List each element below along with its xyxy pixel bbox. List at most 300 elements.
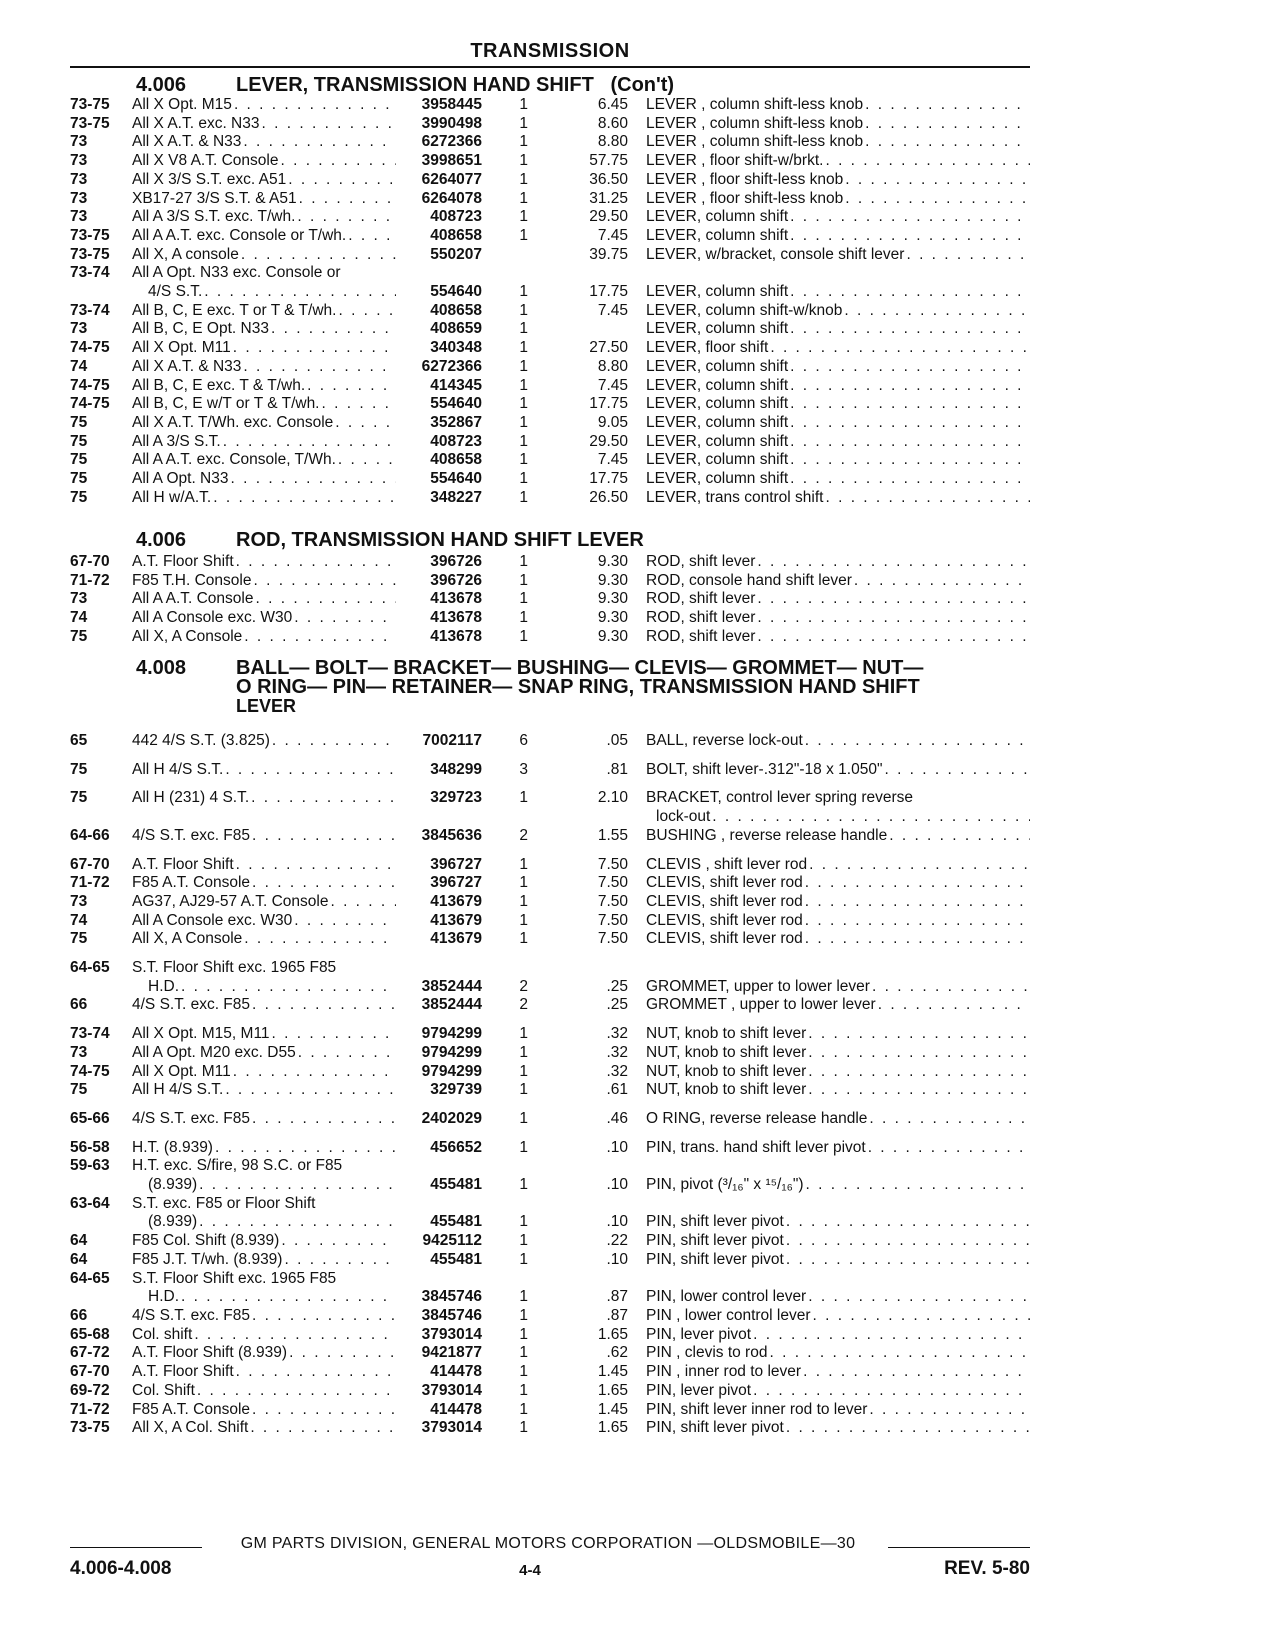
table-row (70, 1232, 1030, 1251)
quantity: 1 (519, 170, 528, 188)
application-text: All X, A Console (132, 930, 243, 948)
year-range: 73 (70, 208, 88, 226)
dot-leader (223, 761, 396, 780)
price: 17.75 (589, 395, 628, 413)
application-cell (132, 414, 396, 433)
year-range: 64-65 (70, 959, 110, 977)
price: 7.45 (597, 451, 628, 469)
application-text: All H (231) 4 S.T. (132, 789, 250, 807)
description-text: PIN, trans. hand shift lever pivot (646, 1138, 866, 1156)
description-text: NUT, knob to shift lever (646, 1043, 807, 1061)
application-cell (132, 1382, 396, 1401)
application-cell (132, 978, 396, 997)
part-number: 3990498 (421, 114, 482, 132)
description-cell (628, 320, 1030, 339)
dot-leader (867, 1401, 1030, 1420)
table-row (70, 470, 1030, 489)
quantity: 2 (519, 996, 528, 1014)
dot-leader (195, 1382, 396, 1401)
quantity: 1 (519, 470, 528, 488)
quantity: 1 (519, 874, 528, 892)
price: 7.50 (597, 874, 628, 892)
quantity: 1 (519, 339, 528, 357)
description-cell (628, 96, 1030, 115)
application-text: All X, A console (132, 245, 239, 263)
dot-leader (788, 414, 1030, 433)
description-text: CLEVIS, shift lever rod (646, 930, 803, 948)
table-row (70, 358, 1030, 377)
price: 29.50 (589, 208, 628, 226)
year-range: 74 (70, 357, 88, 375)
dot-leader (211, 489, 396, 508)
quantity: 1 (519, 1081, 528, 1099)
price: .62 (606, 1344, 628, 1362)
part-number: 554640 (430, 470, 482, 488)
dot-leader (250, 1110, 396, 1129)
table-row (70, 302, 1030, 321)
row-gap (70, 722, 1030, 732)
table-row (70, 208, 1030, 227)
dot-leader (250, 827, 396, 846)
description-text: ROD, console hand shift lever (646, 571, 852, 589)
application-text: (8.939) (148, 1213, 198, 1231)
dot-leader (286, 171, 396, 190)
description-text: LEVER, column shift (646, 395, 789, 413)
application-text: A.T. Floor Shift (8.939) (132, 1344, 288, 1362)
year-range: 75 (70, 488, 88, 506)
table-row (70, 115, 1030, 134)
description-text: ROD, shift lever (646, 590, 756, 608)
description-text: LEVER , floor shift-less knob (646, 170, 844, 188)
footer-section-range: 4.006-4.008 (70, 1558, 172, 1579)
dot-leader (192, 1326, 396, 1345)
quantity: 1 (519, 301, 528, 319)
dot-leader (202, 283, 396, 302)
description-text: LEVER, column shift (646, 432, 789, 450)
dot-leader (296, 1044, 396, 1063)
table-row (70, 1344, 1030, 1363)
year-range: 64-66 (70, 826, 110, 844)
description-text: PIN, lower control lever (646, 1288, 807, 1306)
dot-leader (282, 1251, 396, 1270)
part-number: 9425112 (422, 1232, 482, 1250)
part-number: 6264078 (421, 189, 482, 207)
application-text: All A A.T. exc. Console, T/Wh. (132, 451, 336, 469)
application-text: All A Opt. N33 (132, 470, 229, 488)
year-range: 71-72 (70, 1400, 110, 1418)
price: 1.65 (597, 1419, 628, 1437)
dot-leader (292, 912, 396, 931)
dot-leader (234, 553, 396, 572)
part-number: 413679 (430, 911, 482, 929)
quantity: 1 (519, 1176, 528, 1194)
year-range: 59-63 (70, 1157, 110, 1175)
quantity: 1 (519, 133, 528, 151)
row-gap (70, 751, 1030, 761)
application-cell (132, 572, 396, 591)
quantity: 1 (519, 1381, 528, 1399)
dot-leader (251, 572, 396, 591)
dot-leader (755, 628, 1030, 647)
row-gap (70, 846, 1030, 856)
table-row (70, 377, 1030, 396)
dot-leader (767, 1344, 1030, 1363)
quantity: 1 (519, 1109, 528, 1127)
description-text: LEVER , floor shift-less knob (646, 189, 844, 207)
section-heading (70, 531, 1030, 550)
quantity: 1 (519, 1400, 528, 1418)
part-number: 408658 (430, 451, 482, 469)
dot-leader (295, 208, 396, 227)
year-range: 73 (70, 152, 88, 170)
application-cell (132, 1401, 396, 1420)
description-text: LEVER, column shift (646, 413, 789, 431)
price: 26.50 (589, 488, 628, 506)
description-text: ROD, shift lever (646, 553, 756, 570)
year-range: 75 (70, 627, 88, 645)
description-cell (628, 190, 1030, 209)
dot-leader (842, 302, 1030, 321)
page-title: TRANSMISSION (470, 40, 630, 62)
application-text: H.T. exc. S/fire, 98 S.C. or F85 (132, 1157, 343, 1175)
application-text: 4/S S.T. exc. F85 (132, 1306, 251, 1324)
description-cell (628, 414, 1030, 433)
part-number: 3793014 (421, 1419, 482, 1437)
description-cell (628, 1382, 1030, 1401)
year-range: 75 (70, 789, 88, 807)
year-range: 73 (70, 133, 88, 151)
dot-leader (803, 912, 1030, 931)
description-cell (628, 827, 1030, 846)
application-cell (132, 1081, 396, 1100)
year-range: 73-74 (70, 301, 110, 319)
quantity: 1 (519, 590, 528, 608)
section-title-line: BALL— BOLT— BRACKET— BUSHING— CLEVIS— GROMMET— NUT— (236, 657, 924, 679)
description-cell (628, 433, 1030, 452)
part-number: 396727 (430, 874, 482, 892)
table-row (70, 171, 1030, 190)
dot-leader (250, 996, 396, 1015)
application-cell (132, 1344, 396, 1363)
year-range: 74-75 (70, 376, 110, 394)
description-cell (628, 1363, 1030, 1382)
part-number: 455481 (430, 1176, 482, 1194)
quantity: 1 (519, 1043, 528, 1061)
part-number: 3852444 (421, 977, 482, 995)
year-range: 65-66 (70, 1109, 110, 1127)
application-cell (132, 874, 396, 893)
section-title (236, 659, 1030, 716)
table-row (70, 190, 1030, 209)
application-cell (132, 609, 396, 628)
part-number: 408723 (430, 432, 482, 450)
part-number: 413679 (430, 930, 482, 948)
dot-leader (231, 1063, 396, 1082)
dot-leader (788, 208, 1030, 227)
description-text: BUSHING , reverse release handle (646, 826, 888, 844)
table-row (70, 1363, 1030, 1382)
application-cell (132, 1419, 396, 1438)
description-cell (628, 152, 1030, 171)
application-cell (132, 996, 396, 1015)
table-row (70, 732, 1030, 751)
dot-leader (250, 1401, 396, 1420)
quantity: 1 (519, 1363, 528, 1381)
price: 7.45 (597, 301, 628, 319)
application-cell (132, 959, 396, 978)
quantity: 1 (519, 152, 528, 170)
quantity: 1 (519, 488, 528, 506)
dot-leader (213, 1139, 396, 1158)
description-cell (628, 856, 1030, 875)
application-text: F85 Col. Shift (8.939) (132, 1232, 280, 1250)
description-text: PIN, shift lever pivot (646, 1213, 784, 1231)
application-cell (132, 190, 396, 209)
revision-label: REV. 5-80 (944, 1558, 1030, 1579)
dot-leader (806, 1044, 1030, 1063)
price: 7.50 (597, 855, 628, 873)
application-cell (132, 1139, 396, 1158)
application-text: All A Console exc. W30 (132, 911, 293, 929)
quantity: 1 (519, 1325, 528, 1343)
table-row (70, 133, 1030, 152)
dot-leader (803, 893, 1030, 912)
dot-leader (336, 451, 396, 470)
part-number: 414478 (430, 1363, 482, 1381)
description-cell (628, 1110, 1030, 1129)
application-text: All H 4/S S.T. (132, 760, 224, 778)
dot-leader (292, 609, 396, 628)
table-row (70, 893, 1030, 912)
description-cell (628, 1251, 1030, 1270)
description-cell (628, 377, 1030, 396)
application-text: F85 A.T. Console (132, 1400, 251, 1418)
section-number: 4.008 (136, 657, 187, 679)
quantity: 1 (519, 911, 528, 929)
application-text: H.D. (148, 1288, 179, 1306)
application-cell (132, 1063, 396, 1082)
application-text: All A Console exc. W30 (132, 609, 293, 627)
description-cell (628, 283, 1030, 302)
table-row (70, 609, 1030, 628)
part-number: 414478 (430, 1400, 482, 1418)
quantity: 1 (519, 1213, 528, 1231)
description-text: CLEVIS, shift lever rod (646, 892, 803, 910)
part-number: 408658 (430, 301, 482, 319)
application-cell (132, 893, 396, 912)
dot-leader (803, 732, 1030, 751)
application-cell (132, 1044, 396, 1063)
description-text: PIN, shift lever pivot (646, 1419, 784, 1437)
application-text: All X A.T. T/Wh. exc. Console (132, 413, 334, 431)
application-cell (132, 1110, 396, 1129)
quantity: 1 (519, 395, 528, 413)
quantity: 2 (519, 977, 528, 995)
part-number: 329739 (430, 1081, 482, 1099)
part-number: 329723 (430, 789, 482, 807)
part-number: 550207 (430, 245, 482, 263)
dot-leader (784, 1419, 1030, 1438)
dot-leader (904, 246, 1030, 265)
year-range: 65 (70, 732, 88, 749)
application-cell (132, 208, 396, 227)
year-range: 75 (70, 432, 88, 450)
application-text: All H 4/S S.T. (132, 1081, 224, 1099)
quantity: 6 (519, 732, 528, 749)
price: .25 (606, 996, 628, 1014)
description-cell (628, 1288, 1030, 1307)
section-number: 4.006 (136, 74, 187, 96)
dot-leader (269, 320, 396, 339)
description-text: LEVER , column shift-less knob (646, 96, 864, 113)
application-text: All A A.T. Console (132, 590, 254, 608)
description-cell (628, 590, 1030, 609)
part-number: 9794299 (421, 1062, 482, 1080)
page-number: 4-4 (519, 1562, 541, 1579)
quantity: 1 (519, 1250, 528, 1268)
application-text: All B, C, E exc. T & T/wh. (132, 376, 306, 394)
application-text: S.T. Floor Shift exc. 1965 F85 (132, 1269, 337, 1287)
description-cell (628, 732, 1030, 751)
dot-leader (887, 827, 1030, 846)
description-cell (628, 1419, 1030, 1438)
table-row (70, 827, 1030, 846)
year-range: 73-74 (70, 1025, 110, 1043)
dot-leader (755, 553, 1030, 572)
table-row (70, 152, 1030, 171)
price: 1.45 (597, 1400, 628, 1418)
application-cell (132, 1251, 396, 1270)
price: 29.50 (589, 432, 628, 450)
table-row (70, 1251, 1030, 1270)
description-cell (628, 115, 1030, 134)
description-cell (628, 874, 1030, 893)
application-cell (132, 761, 396, 780)
dot-leader (784, 1251, 1030, 1270)
description-text: lock-out (656, 808, 711, 826)
part-number: 456652 (430, 1138, 482, 1156)
dot-leader (250, 1307, 396, 1326)
year-range: 56-58 (70, 1138, 110, 1156)
quantity: 1 (519, 226, 528, 244)
part-number: 408723 (430, 208, 482, 226)
year-range: 73-75 (70, 114, 110, 132)
price: .81 (606, 760, 628, 778)
year-range: 73-75 (70, 245, 110, 263)
application-text: All A A.T. exc. Console or T/wh. (132, 226, 347, 244)
application-text: All X 3/S S.T. exc. A51 (132, 170, 287, 188)
price: .10 (606, 1250, 628, 1268)
part-number: 9794299 (421, 1043, 482, 1061)
table-row (70, 590, 1030, 609)
application-cell (132, 732, 396, 751)
application-text: H.T. (8.939) (132, 1138, 213, 1156)
dot-leader (768, 339, 1030, 358)
table-row (70, 339, 1030, 358)
table-row (70, 246, 1030, 265)
dot-leader (801, 1363, 1030, 1382)
row-gap (70, 1015, 1030, 1025)
section-lever-hand-shift (70, 76, 1030, 507)
description-cell (628, 912, 1030, 931)
application-cell (132, 395, 396, 414)
description-text: LEVER, column shift (646, 376, 789, 394)
description-cell (628, 1139, 1030, 1158)
application-cell (132, 1326, 396, 1345)
table-row (70, 789, 1030, 808)
year-range: 69-72 (70, 1381, 110, 1399)
description-cell (628, 1081, 1030, 1100)
quantity: 1 (519, 283, 528, 301)
year-range: 73 (70, 170, 88, 188)
year-range: 64-65 (70, 1269, 110, 1287)
dot-leader (333, 414, 396, 433)
description-text: NUT, knob to shift lever (646, 1081, 807, 1099)
application-text: F85 J.T. T/wh. (8.939) (132, 1250, 283, 1268)
year-range: 74-75 (70, 1062, 110, 1080)
year-range: 74-75 (70, 395, 110, 413)
year-range: 75 (70, 451, 88, 469)
year-range: 75 (70, 930, 88, 948)
application-cell (132, 246, 396, 265)
price: 7.45 (597, 376, 628, 394)
price: .05 (606, 732, 628, 749)
description-text: PIN , clevis to rod (646, 1344, 768, 1362)
year-range: 74-75 (70, 339, 110, 357)
price: 27.50 (589, 339, 628, 357)
quantity: 1 (519, 1138, 528, 1156)
dot-leader (843, 171, 1030, 190)
section-heading (70, 659, 1030, 716)
table-row (70, 996, 1030, 1015)
dot-leader (234, 856, 396, 875)
application-text: All A Opt. N33 exc. Console or (132, 264, 341, 282)
dot-leader (320, 395, 397, 414)
application-cell (132, 856, 396, 875)
description-text: ROD, shift lever (646, 627, 756, 645)
year-range: 67-70 (70, 855, 110, 873)
dot-leader (221, 433, 396, 452)
dot-leader (788, 283, 1030, 302)
table-row (70, 96, 1030, 115)
price: 17.75 (589, 283, 628, 301)
dot-leader (241, 358, 396, 377)
part-number: 554640 (430, 283, 482, 301)
quantity: 1 (519, 627, 528, 645)
dot-leader (803, 874, 1030, 893)
price: 1.65 (597, 1325, 628, 1343)
dot-leader (784, 1213, 1030, 1232)
price: 1.45 (597, 1363, 628, 1381)
description-text: PIN, pivot (³/₁₆" x ¹⁵/₁₆") (646, 1176, 804, 1194)
dot-leader (232, 96, 396, 115)
price: .32 (606, 1062, 628, 1080)
application-text: All A 3/S S.T. exc. T/wh. (132, 208, 296, 226)
year-range: 73 (70, 1043, 88, 1061)
description-text: PIN , lower control lever (646, 1306, 811, 1324)
application-text: All X Opt. M15, M11 (132, 1025, 270, 1043)
dot-leader (751, 1382, 1030, 1401)
price: .25 (606, 977, 628, 995)
section-number: 4.006 (136, 529, 187, 551)
application-text: All X Opt. M11 (132, 339, 231, 357)
dot-leader (234, 1363, 396, 1382)
dot-leader (346, 227, 396, 246)
table-row (70, 628, 1030, 647)
part-number: 3793014 (421, 1325, 482, 1343)
part-number: 455481 (430, 1250, 482, 1268)
price: .46 (606, 1109, 628, 1127)
